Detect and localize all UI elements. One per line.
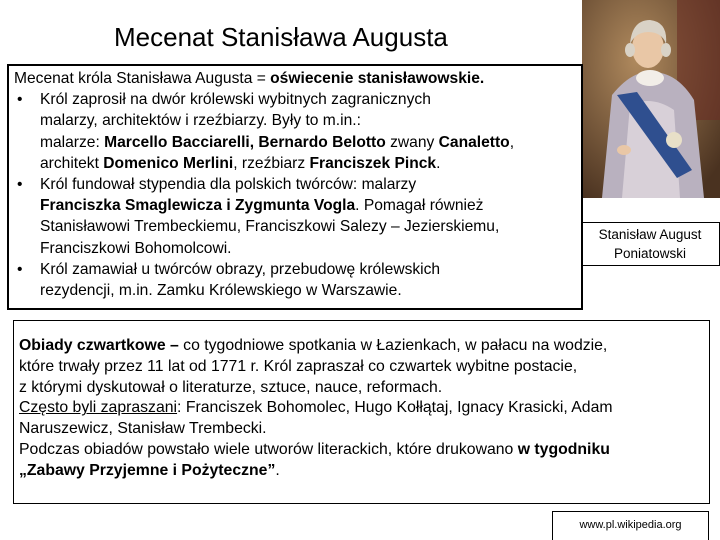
lead-line — [14, 68, 581, 89]
thursday-dinners-text-box — [13, 320, 710, 504]
text-line: malarzy, architektów i rzeźbiarzy. Były to m.in.: — [40, 112, 361, 130]
caption-line: Stanisław August — [598, 227, 702, 242]
list-item — [14, 174, 581, 259]
text-line: z którymi dyskutował o literaturze, sztuce, nauce, reformach. — [19, 378, 443, 396]
text-line: Naruszewicz, Stanisław Trembecki. — [19, 420, 267, 438]
lead-bold-text: oświecenie stanisławowskie. — [270, 70, 485, 87]
portrait-painting-icon — [582, 0, 720, 198]
text-line: rezydencji, m.in. Zamku Królewskiego w Warszawie. — [40, 282, 402, 300]
text-line: Franciszkowi Bohomolcowi. — [40, 239, 232, 257]
text-line: Król zamawiał u twórców obrazy, przebudowę królewskich — [40, 260, 441, 278]
text-line: Obiady czwartkowe – co tygodniowe spotkania w Łazienkach, w pałacu na wodzie, — [19, 337, 608, 354]
text-line: które trwały przez 11 lat od 1771 r. Król zapraszał co czwartek wybitne postacie, — [19, 357, 578, 375]
text-line: Król fundował stypendia dla polskich twórców: malarzy — [40, 176, 417, 194]
patronage-text-box — [7, 64, 583, 310]
bullet-list — [14, 89, 581, 301]
source-link[interactable]: www.pl.wikipedia.org — [552, 511, 709, 540]
text-line: Często byli zapraszani: Franciszek Bohomolec, Hugo Kołłątaj, Ignacy Krasicki, Adam — [19, 399, 613, 417]
text-line: malarze: Marcello Bacciarelli, Bernardo Belotto zwany Canaletto, — [40, 133, 515, 151]
text-line: „Zabawy Przyjemne i Pożyteczne”. — [19, 461, 280, 479]
bullet-icon: • — [17, 176, 23, 194]
text-line: Król zaprosił na dwór królewski wybitnych zagranicznych — [40, 91, 431, 109]
portrait-image — [582, 0, 720, 198]
portrait-caption — [580, 222, 720, 266]
slide-title: Mecenat Stanisława Augusta — [114, 22, 448, 52]
text-line: Podczas obiadów powstało wiele utworów literackich, które drukowano w tygodniku — [19, 440, 610, 458]
text-line: Franciszka Smaglewicza i Zygmunta Vogla. Pomagał również — [40, 197, 484, 215]
text-line: Stanisławowi Trembeckiemu, Franciszkowi Salezy – Jezierskiemu, — [40, 218, 500, 236]
list-item — [14, 89, 581, 174]
list-item — [14, 259, 581, 301]
caption-line: Poniatowski — [613, 246, 687, 261]
bullet-icon: • — [17, 260, 23, 278]
bullet-icon: • — [17, 91, 23, 109]
text-line: architekt Domenico Merlini, rzeźbiarz Franciszek Pinck. — [40, 154, 441, 172]
lead-text: Mecenat króla Stanisława Augusta = — [14, 70, 271, 87]
